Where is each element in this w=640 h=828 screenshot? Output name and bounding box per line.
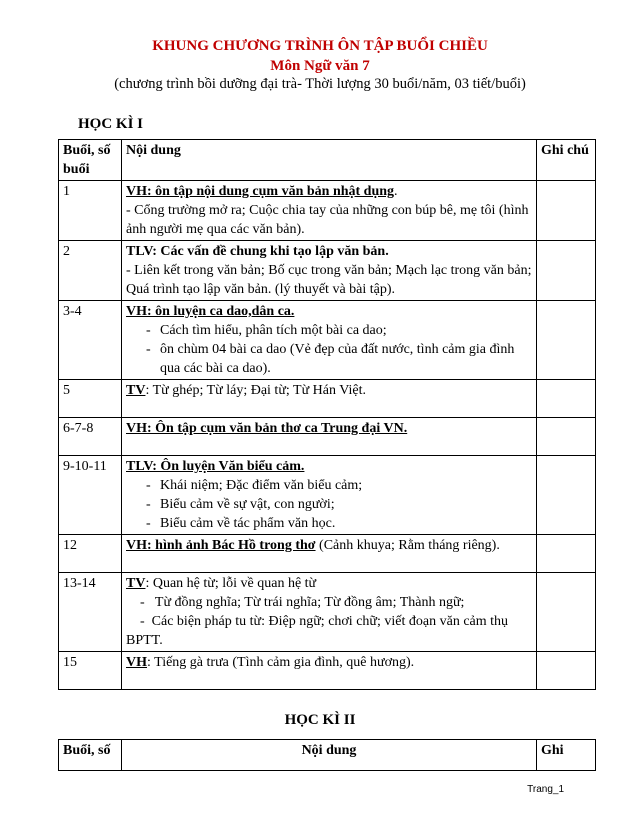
header-session: Buổi, số [59,740,122,771]
note-cell [537,241,596,301]
content-heading [126,419,532,438]
session-cell: 6-7-8 [59,418,122,456]
topic-label: TLV: Ôn luyện Văn biểu cảm. [126,459,305,474]
session-cell: 9-10-11 [59,456,122,535]
semester-1-heading: HỌC KÌ I [78,116,144,132]
table-row [59,380,596,418]
header-content: Nội dung [122,140,537,181]
content-line: - Các biện pháp tu từ: Điệp ngữ; chơi chữ; viết đoạn văn cảm thụ BPTT. [126,614,512,648]
bullet-list [126,321,532,378]
page-number: Trang_1 [527,784,564,795]
document-subtitle: Môn Ngữ văn 7 [270,58,370,74]
note-cell [537,301,596,380]
topic-detail: : Từ ghép; Từ láy; Đại từ; Từ Hán Việt. [145,383,367,398]
semester-2-heading: HỌC KÌ II [284,712,356,728]
note-cell [537,456,596,535]
session-cell: 3-4 [59,301,122,380]
list-item: - Biểu cảm về tác phẩm văn học. [126,514,532,533]
session-cell: 5 [59,380,122,418]
table-row [59,181,596,241]
table-row [59,652,596,690]
note-cell [537,181,596,241]
document-note: (chương trình bồi dưỡng đại trà- Thời lượng 30 buổi/năm, 03 tiết/buổi) [114,76,526,92]
content-heading [126,653,532,672]
content-line: - Từ đồng nghĩa; Từ trái nghĩa; Từ đồng âm; Thành ngữ; [126,595,465,610]
list-item: - ôn chùm 04 bài ca dao (Vẻ đẹp của đất nước, tình cảm gia đình qua các bài ca dao). [126,340,532,378]
topic-detail: (Cảnh khuya; Rằm tháng riêng). [315,538,500,553]
topic-detail: . [394,184,398,199]
document-title: KHUNG CHƯƠNG TRÌNH ÔN TẬP BUỔI CHIỀU [152,38,488,54]
content-cell [122,241,537,301]
table-header-row [59,140,596,181]
table-row [59,301,596,380]
topic-label: TV [126,576,146,591]
header-content: Nội dung [122,740,537,771]
content-cell [122,573,537,652]
topic-label: VH: ôn tập nội dung cụm văn bản nhật dụng [126,184,395,199]
content-cell [122,652,537,690]
topic-label: VH: Ôn tập cụm văn bản thơ ca Trung đại VN. [126,421,408,436]
semester-1-table [58,139,596,690]
content-cell [122,181,537,241]
list-item: - Cách tìm hiểu, phân tích một bài ca dao; [126,321,532,340]
content-heading [126,574,532,593]
bullet-list [126,476,532,533]
topic-label: VH: ôn luyện ca dao,dân ca. [126,304,295,319]
session-cell: 13-14 [59,573,122,652]
topic-label: TV [126,383,146,398]
content-cell [122,301,537,380]
table-row [59,573,596,652]
semester-2-table [58,739,596,771]
table-row [59,456,596,535]
table-row [59,241,596,301]
session-cell: 2 [59,241,122,301]
table-header-row [59,740,596,771]
note-cell [537,418,596,456]
topic-label: VH [126,655,147,670]
list-item: - Biểu cảm về sự vật, con người; [126,495,532,514]
note-cell [537,535,596,573]
content-heading [126,536,532,555]
content-heading [126,302,532,321]
table-body [59,181,596,690]
list-item: - Khái niệm; Đặc điểm văn biểu cảm; [126,476,532,495]
content-heading [126,457,532,476]
topic-detail: : Tiếng gà trưa (Tình cảm gia đình, quê hương). [147,655,415,670]
topic-label: VH: hình ảnh Bác Hồ trong thơ [126,538,316,553]
content-cell [122,456,537,535]
content-cell [122,418,537,456]
session-cell: 1 [59,181,122,241]
session-cell: 12 [59,535,122,573]
header-note: Ghi chú [537,140,596,181]
topic-label: TLV: Các vấn đề chung khi tạo lập văn bản. [126,244,389,259]
content-heading [126,242,532,261]
header-session: Buổi, số buổi [59,140,122,181]
content-line: - Liên kết trong văn bản; Bố cục trong văn bản; Mạch lạc trong văn bản; Quá trình tạo lập văn bản. (lý thuyết và bài tập). [126,263,535,297]
table-row [59,535,596,573]
table-row [59,418,596,456]
header-note: Ghi [537,740,596,771]
topic-detail: : Quan hệ từ; lỗi về quan hệ từ [145,576,317,591]
content-line: - Cổng trường mở ra; Cuộc chia tay của những con búp bê, mẹ tôi (hình ảnh người mẹ qua các văn bản). [126,203,532,237]
content-heading [126,381,532,400]
content-cell [122,535,537,573]
content-heading [126,182,532,201]
note-cell [537,380,596,418]
note-cell [537,573,596,652]
content-cell [122,380,537,418]
session-cell: 15 [59,652,122,690]
note-cell [537,652,596,690]
